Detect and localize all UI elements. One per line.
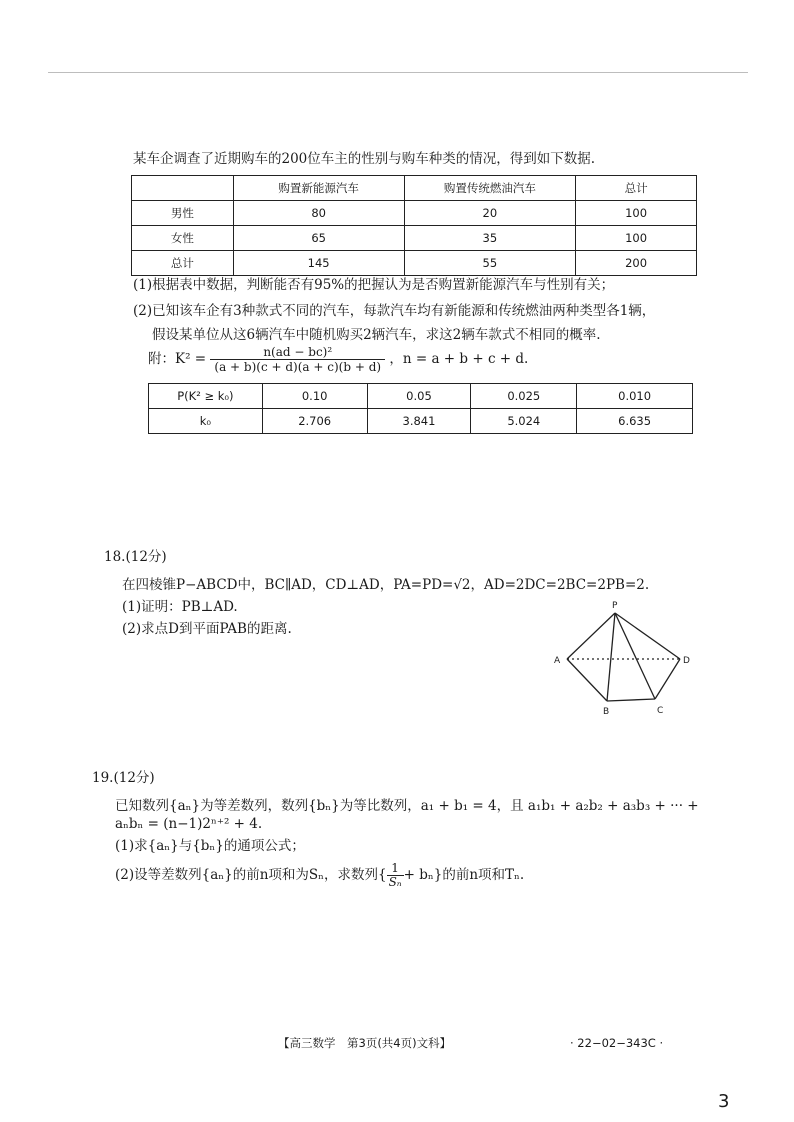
table-cell: 0.025 [471,384,577,409]
problem-18-statement: 在四棱锥P−ABCD中，BC∥AD，CD⊥AD，PA=PD=√2，AD=2DC=2BC=2PB=2. [122,577,650,593]
table-cell: 6.635 [577,409,693,434]
table-cell: 55 [404,251,576,276]
problem-19-part2-end: + bₙ}的前n项和Tₙ. [403,867,525,883]
problem-19-line1: 已知数列{aₙ}为等差数列，数列{bₙ}为等比数列，a₁ + b₁ = 4，且 a₁b₁ + a₂b₂ + a₃b₃ + ··· + [115,798,699,814]
edge-pb [607,613,615,701]
table-cell: 145 [233,251,404,276]
footer-center: 【高三数学 第3页(共4页)文科】 [278,1036,452,1050]
table-row [132,201,697,226]
table-cell: 20 [404,201,576,226]
problem-18-header: 18.(12分) [104,549,167,565]
edge-pa [567,613,615,659]
table-cell: P(K² ≥ k₀) [149,384,263,409]
edge-bc [607,699,655,701]
vertex-label-d: D [683,656,690,666]
edge-pd [615,613,680,659]
table-cell: 80 [233,201,404,226]
formula-prefix: 附：K² = [148,351,207,367]
critical-value-table [148,383,693,434]
edge-ab [567,659,607,701]
survey-table [131,175,697,276]
table-cell: 购置新能源汽车 [233,176,404,201]
vertex-label-b: B [603,707,610,717]
problem-18-part2: (2)求点D到平面PAB的距离. [122,621,292,637]
table-cell: 100 [576,201,697,226]
table-cell: 男性 [132,201,234,226]
table-cell: 购置传统燃油汽车 [404,176,576,201]
question-1: (1)根据表中数据，判断能否有95%的把握认为是否购置新能源汽车与性别有关； [133,277,615,293]
problem-19-part2 [115,862,524,889]
table-cell: 3.841 [367,409,471,434]
table-cell: 35 [404,226,576,251]
table-cell: 5.024 [471,409,577,434]
table-cell: 0.10 [262,384,367,409]
formula-fraction [210,345,385,374]
table-cell: 总计 [576,176,697,201]
problem-19-part2-start: (2)设等差数列{aₙ}的前n项和为Sₙ，求数列{ [115,867,387,883]
top-rule [48,72,748,73]
intro-text: 某车企调查了近期购车的200位车主的性别与购车种类的情况，得到如下数据. [133,151,596,167]
edge-pc [615,613,655,699]
formula-numerator: n(ad − bc)² [210,345,385,360]
page-number: 3 [718,1091,730,1112]
footer-code: · 22−02−343C · [570,1036,664,1050]
vertex-label-a: A [554,656,561,666]
question-2-line1: (2)已知该车企有3种款式不同的汽车，每款汽车均有新能源和传统燃油两种类型各1辆， [133,303,656,319]
problem-18-part1: (1)证明：PB⊥AD. [122,599,238,615]
table-cell: 65 [233,226,404,251]
table-cell: k₀ [149,409,263,434]
vertex-label-p: P [612,601,618,611]
table-cell: 2.706 [262,409,367,434]
fraction-denominator: Sₙ [388,875,402,889]
edge-cd [655,659,680,699]
table-cell: 0.010 [577,384,693,409]
table-row [149,384,693,409]
table-row [149,409,693,434]
table-cell: 0.05 [367,384,471,409]
table-cell [132,176,234,201]
formula-denominator: (a + b)(c + d)(a + c)(b + d) [214,360,382,374]
question-2-line2: 假设某单位从这6辆汽车中随机购买2辆汽车，求这2辆车款式不相同的概率. [152,327,601,343]
table-row [132,176,697,201]
formula [148,345,528,374]
pyramid-figure [545,597,715,722]
formula-suffix: ，n = a + b + c + d. [389,351,529,367]
table-cell: 200 [576,251,697,276]
reciprocal-fraction [387,862,404,889]
problem-19-header: 19.(12分) [92,770,155,786]
table-cell: 女性 [132,226,234,251]
fraction-numerator: 1 [387,862,404,876]
problem-19-part1: (1)求{aₙ}与{bₙ}的通项公式； [115,838,305,854]
table-cell: 100 [576,226,697,251]
vertex-label-c: C [657,706,664,716]
table-row [132,251,697,276]
problem-19-line2: aₙbₙ = (n−1)2ⁿ⁺² + 4. [115,816,263,832]
table-cell: 总计 [132,251,234,276]
table-row [132,226,697,251]
